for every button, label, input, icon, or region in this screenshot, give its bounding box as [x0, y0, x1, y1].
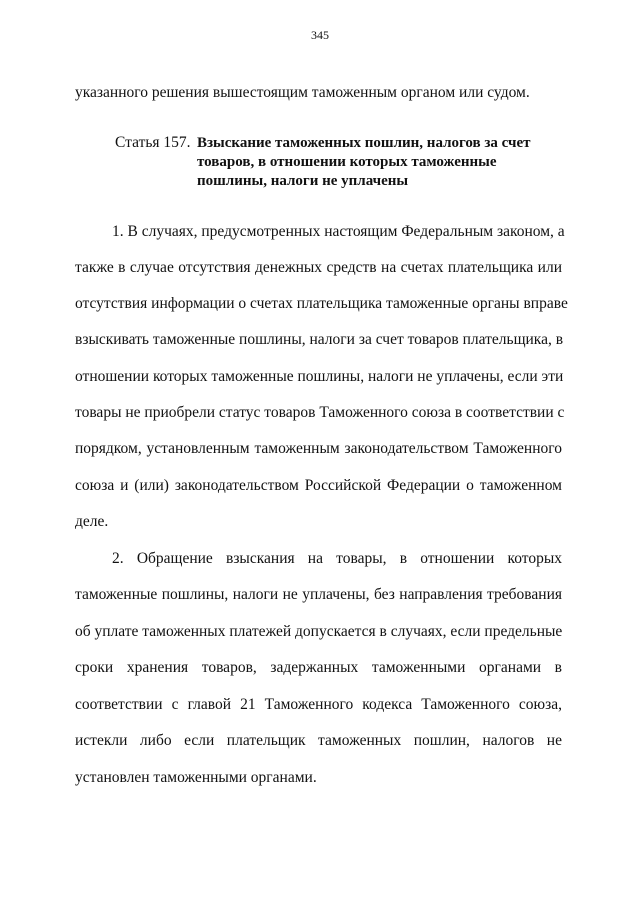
paragraph2-line: соответствии с главой 21 Таможенного кодекса Таможенного союза,	[75, 696, 562, 713]
paragraph1-line: отношении которых таможенные пошлины, налоги не уплачены, если эти	[75, 368, 564, 385]
paragraph1-line: порядком, установленным таможенным законодательством Таможенного	[75, 440, 562, 457]
paragraph2-line: сроки хранения товаров, задержанных таможенными органами в	[75, 659, 562, 676]
paragraph2-line: истекли либо если плательщик таможенных пошлин, налогов не	[75, 732, 562, 749]
paragraph1-line: взыскивать таможенные пошлины, налоги за счет товаров плательщика, в	[75, 331, 564, 348]
paragraph1-line: также в случае отсутствия денежных средств на счетах плательщика или	[75, 259, 562, 276]
paragraph2-line: установлен таможенными органами.	[75, 769, 317, 786]
paragraph1-line: отсутствия информации о счетах плательщика таможенные органы вправе	[75, 295, 568, 312]
paragraph1-line: 1. В случаях, предусмотренных настоящим Федеральным законом, а	[112, 223, 565, 240]
paragraph1-line: товары не приобрели статус товаров Таможенного союза в соответствии с	[75, 404, 565, 421]
paragraph1-line: союза и (или) законодательством Российской Федерации о таможенном	[75, 477, 562, 494]
article-title-line: товаров, в отношении которых таможенные	[197, 154, 497, 170]
paragraph2-line: об уплате таможенных платежей допускается в случаях, если предельные	[75, 623, 563, 640]
paragraph1-line: деле.	[75, 513, 109, 530]
article-label: Статья 157.	[115, 134, 191, 151]
page-number: 345	[311, 28, 329, 42]
paragraph2-line: 2. Обращение взыскания на товары, в отношении которых	[112, 550, 562, 567]
intro-line: указанного решения вышестоящим таможенным органом или судом.	[75, 84, 530, 101]
paragraph2-line: таможенные пошлины, налоги не уплачены, без направления требования	[75, 586, 562, 603]
article-title-line: пошлины, налоги не уплачены	[197, 173, 409, 189]
article-title-line: Взыскание таможенных пошлин, налогов за счет	[197, 135, 531, 151]
article-title	[197, 134, 557, 191]
